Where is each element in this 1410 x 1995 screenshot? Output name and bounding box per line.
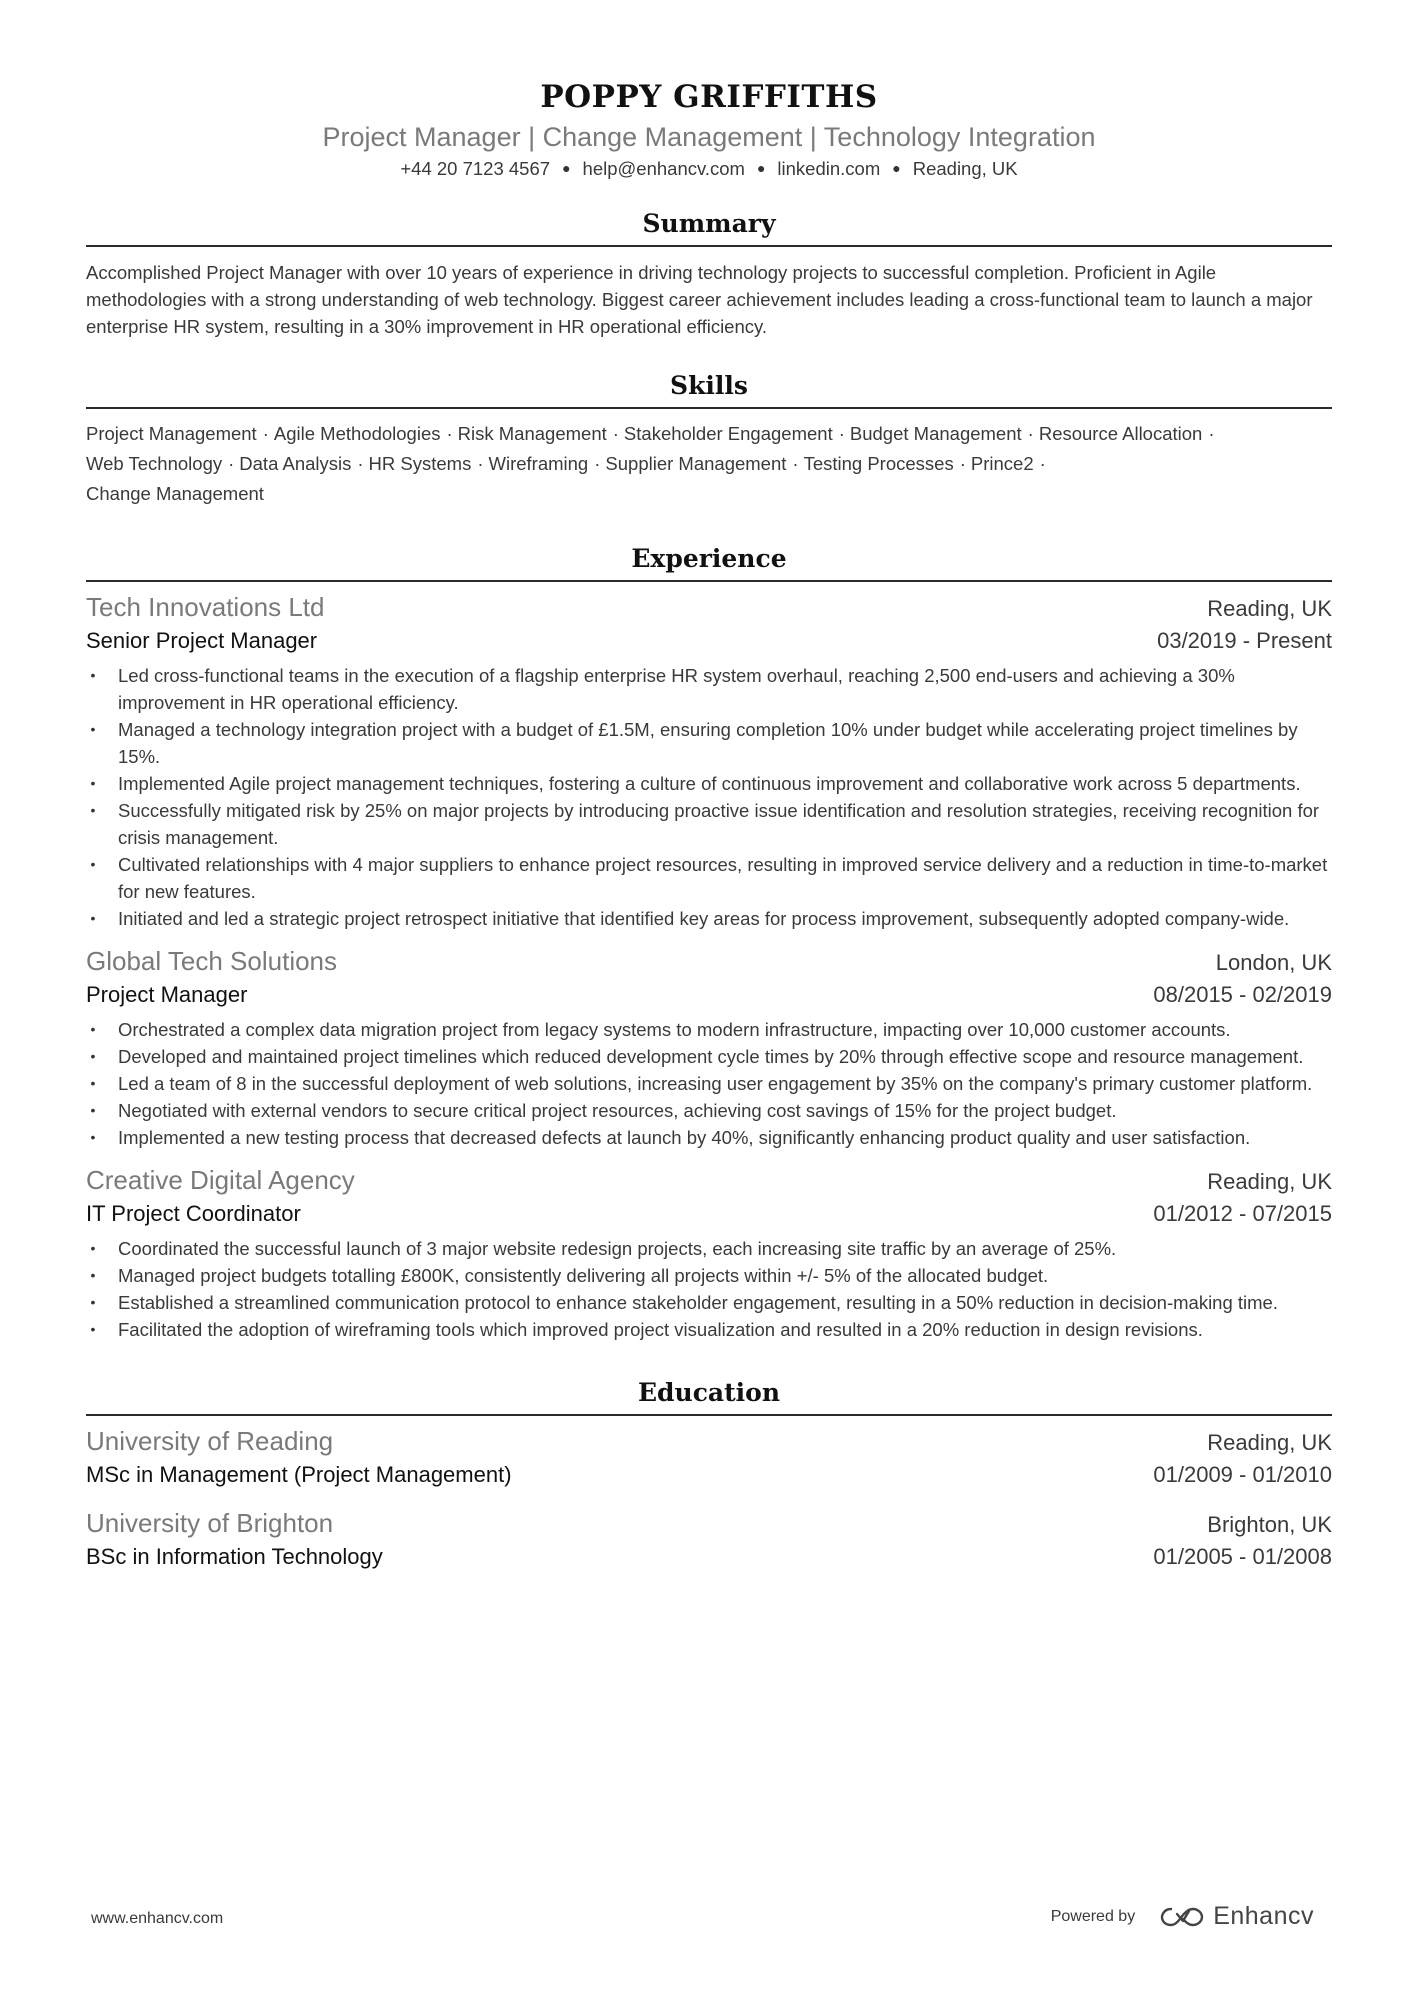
skill-item: Supplier Management: [605, 453, 787, 474]
bullet-separator: ●: [756, 160, 766, 176]
footer-website[interactable]: www.enhancv.com: [91, 1910, 224, 1927]
list-item: • Orchestrated a complex data migration project from legacy systems to modern infrastructure, impacting over 10,000 customer accounts.: [90, 1019, 1231, 1040]
list-item: • Led cross-functional teams in the execution of a flagship enterprise HR system overhaul, reaching 2,500 end-users and achieving a 30% improvement in HR operational efficiency.: [90, 665, 1235, 713]
list-item: • Negotiated with external vendors to secure critical project resources, achieving cost savings of 15% for the project budget.: [90, 1100, 1117, 1121]
job-role: Senior Project Manager: [86, 628, 318, 653]
school-location: Brighton, UK: [1207, 1512, 1332, 1537]
education-entry: [86, 1506, 1332, 1572]
skill-item: Prince2: [970, 453, 1034, 474]
enhancv-logo-icon: [1159, 1905, 1205, 1929]
degree-name: BSc in Information Technology: [86, 1544, 383, 1569]
list-item: • Established a streamlined communication protocol to enhance stakeholder engagement, resulting in a 50% reduction in decision-making time.: [90, 1292, 1278, 1313]
candidate-name: POPPY GRIFFITHS: [540, 79, 878, 115]
education-dates: 01/2009 - 01/2010: [1153, 1462, 1332, 1487]
bullet-separator: ●: [562, 160, 571, 176]
footer-branding: [1051, 1902, 1314, 1931]
job-dates: 03/2019 - Present: [1157, 628, 1332, 653]
list-item: • Successfully mitigated risk by 25% on major projects by introducing proactive issue identification and resolution strategies, receiving recognition for crisis management.: [90, 800, 1320, 848]
summary-section: [86, 206, 1332, 340]
skill-item: Project Management: [86, 423, 257, 444]
job-location: London, UK: [1215, 950, 1332, 975]
skill-item: Risk Management: [457, 423, 607, 444]
contact-location: Reading, UK: [912, 158, 1018, 179]
contact-line: [86, 155, 1332, 184]
list-item: • Managed a technology integration project with a budget of £1.5M, ensuring completion 10% under budget while accelerating project timelines by 15%.: [90, 719, 1298, 767]
job-bullets: [86, 1235, 1332, 1343]
candidate-title: Project Manager | Change Management | Technology Integration: [322, 122, 1096, 152]
skill-item: Testing Processes: [803, 453, 954, 474]
skill-item: Agile Methodologies: [273, 423, 441, 444]
school-location: Reading, UK: [1207, 1430, 1332, 1455]
skill-item: Change Management: [86, 483, 264, 504]
skill-item: Wireframing: [488, 453, 589, 474]
list-item: • Initiated and led a strategic project retrospect initiative that identified key areas for process improvement, subsequently adopted company-wide.: [90, 908, 1290, 929]
job-location: Reading, UK: [1207, 596, 1332, 621]
job-dates: 01/2012 - 07/2015: [1153, 1201, 1332, 1226]
list-item: • Developed and maintained project timelines which reduced development cycle times by 20% through effective scope and resource management.: [90, 1046, 1304, 1067]
brand-name: Enhancv: [1213, 1902, 1314, 1930]
job-bullets: [86, 1016, 1332, 1151]
list-item: • Coordinated the successful launch of 3 major website redesign projects, each increasing site traffic by an average of 25%.: [90, 1238, 1117, 1259]
company-name: Tech Innovations Ltd: [86, 592, 325, 622]
job-role: Project Manager: [86, 982, 248, 1007]
list-item: • Implemented a new testing process that decreased defects at launch by 40%, significantly enhancing product quality and user satisfaction.: [90, 1127, 1251, 1148]
resume-content: [86, 76, 1332, 1572]
job-bullets: [86, 662, 1332, 932]
list-item: • Led a team of 8 in the successful deployment of web solutions, increasing user engagement by 35% on the company's primary customer platform.: [90, 1073, 1313, 1094]
contact-email[interactable]: help@enhancv.com: [582, 158, 745, 179]
school-name: University of Reading: [86, 1426, 334, 1456]
list-item: • Cultivated relationships with 4 major suppliers to enhance project resources, resulting in improved service delivery and a reduction in time-to-market for new features.: [90, 854, 1328, 902]
powered-by-text: Powered by: [1050, 1907, 1136, 1925]
skill-item: Stakeholder Engagement: [623, 423, 833, 444]
bullet-separator: ●: [892, 160, 901, 176]
job-location: Reading, UK: [1207, 1169, 1332, 1194]
experience-entry: [86, 1163, 1332, 1343]
skills-heading: Skills: [86, 368, 1332, 409]
experience-entry: [86, 944, 1332, 1151]
experience-entry: [86, 590, 1332, 932]
summary-heading: Summary: [86, 206, 1332, 247]
experience-section: [86, 541, 1332, 1343]
list-item: • Facilitated the adoption of wireframing tools which improved project visualization and resulted in a 20% reduction in design revisions.: [90, 1319, 1203, 1340]
company-name: Global Tech Solutions: [86, 946, 338, 976]
company-name: Creative Digital Agency: [86, 1165, 355, 1195]
skill-item: Budget Management: [849, 423, 1022, 444]
skill-item: Web Technology: [86, 453, 223, 474]
skill-item: Resource Allocation: [1038, 423, 1203, 444]
job-role: IT Project Coordinator: [86, 1201, 301, 1226]
contact-linkedin[interactable]: linkedin.com: [777, 158, 881, 179]
list-item: • Implemented Agile project management techniques, fostering a culture of continuous improvement and collaborative work across 5 departments.: [90, 773, 1301, 794]
job-dates: 08/2015 - 02/2019: [1153, 982, 1332, 1007]
skill-item: Data Analysis: [239, 453, 352, 474]
education-entry: [86, 1424, 1332, 1490]
school-name: University of Brighton: [86, 1508, 334, 1538]
education-dates: 01/2005 - 01/2008: [1153, 1544, 1332, 1569]
education-section: [86, 1375, 1332, 1572]
skills-list: Project Management · Agile Methodologies · Risk Management · Stakeholder Engagement · Budget Management · Resource Allocation · Web Technology · Data Analysis · HR Systems · Wireframing · Supplier Management · Testing Processes · Prince2 · Change Management: [86, 423, 1215, 504]
contact-phone: +44 20 7123 4567: [400, 158, 551, 179]
summary-text: Accomplished Project Manager with over 10 years of experience in driving technology projects to successful completion. Proficient in Agile methodologies with a strong understanding of web technology. Biggest career achievement includes leading a cross-functional team to launch a major enterprise HR system, resulting in a 30% improvement in HR operational efficiency.: [86, 262, 1313, 337]
degree-name: MSc in Management (Project Management): [86, 1462, 512, 1487]
education-heading: Education: [86, 1375, 1332, 1416]
experience-heading: Experience: [86, 541, 1332, 582]
list-item: • Managed project budgets totalling £800K, consistently delivering all projects within +/- 5% of the allocated budget.: [90, 1265, 1049, 1286]
skill-item: HR Systems: [368, 453, 472, 474]
skills-section: [86, 368, 1332, 509]
